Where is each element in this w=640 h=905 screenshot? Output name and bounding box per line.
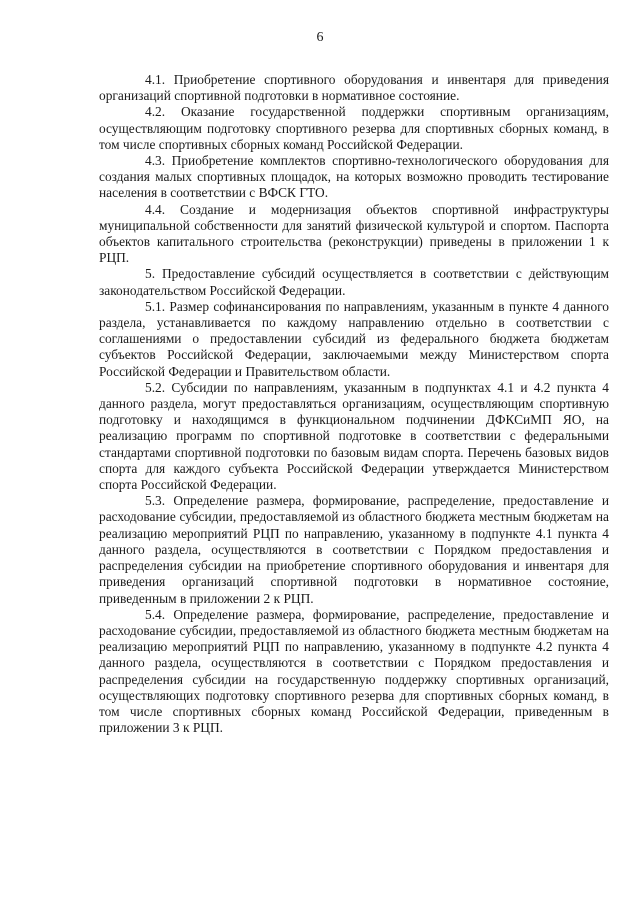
paragraph-5-2: 5.2. Субсидии по направлениям, указанным в подпунктах 4.1 и 4.2 пункта 4 данного раздела, могут предоставляться организациям, осуществляющим спортивную подготовку и находящимся в функциональном подчинении ДФКСиМП ЯО, на реализацию программ по спортивной подготовке в соответствии с федеральными стандартами спортивной подготовки по базовым видам спорта. Перечень базовых видов спорта для каждого субъекта Российской Федерации утверждается Министерством спорта Российской Федерации.	[99, 379, 609, 493]
paragraph-4-3: 4.3. Приобретение комплектов спортивно-технологического оборудования для создания малых спортивных площадок, на которых возможно проводить тестирование населения в соответствии с ВФСК ГТО.	[99, 153, 609, 201]
paragraph-4-2: 4.2. Оказание государственной поддержки спортивным организациям, осуществляющим подготовку спортивного резерва для спортивных сборных команд, в том числе спортивных сборных команд Российской Федерации.	[99, 104, 609, 152]
paragraph-5-3: 5.3. Определение размера, формирование, распределение, предоставление и расходование субсидии, предоставляемой из областного бюджета местным бюджетам на реализацию мероприятий РЦП по направлению, указанному в подпункте 4.1 пункта 4 данного раздела, осуществляются в соответствии с Порядком предоставления и распределения субсидии на приобретение спортивного оборудования и инвентаря для приведения организаций спортивной подготовки в нормативное состояние, приведенным в приложении 2 к РЦП.	[99, 493, 609, 606]
paragraph-4-4: 4.4. Создание и модернизация объектов спортивной инфраструктуры муниципальной собственности для занятий физической культурой и спортом. Паспорта объектов капитального строительства (реконструкции) приведены в приложении 1 к РЦП.	[99, 201, 609, 266]
paragraph-5-4: 5.4. Определение размера, формирование, распределение, предоставление и расходование субсидии, предоставляемой из областного бюджета местным бюджетам на реализацию мероприятий РЦП по направлению, указанному в подпункте 4.2 пункта 4 данного раздела, осуществляются в соответствии с Порядком предоставления и распределения субсидии на государственную поддержку спортивных организаций, осуществляющих подготовку спортивного резерва для спортивных сборных команд, в том числе спортивных сборных команд Российской Федерации, приведенным в приложении 3 к РЦП.	[99, 606, 609, 736]
paragraph-5-1: 5.1. Размер софинансирования по направлениям, указанным в пункте 4 данного раздела, устанавливается по каждому направлению отдельно в соответствии с соглашениями о предоставлении субсидий из федерального бюджета бюджетам субъектов Российской Федерации, заключаемыми между Министерством спорта Российской Федерации и Правительством области.	[99, 298, 609, 379]
document-body	[99, 72, 609, 736]
paragraph-5: 5. Предоставление субсидий осуществляется в соответствии с действующим законодательством Российской Федерации.	[99, 266, 609, 298]
paragraph-4-1: 4.1. Приобретение спортивного оборудования и инвентаря для приведения организаций спортивной подготовки в нормативное состояние.	[99, 72, 609, 104]
page-number: 6	[316, 30, 324, 45]
